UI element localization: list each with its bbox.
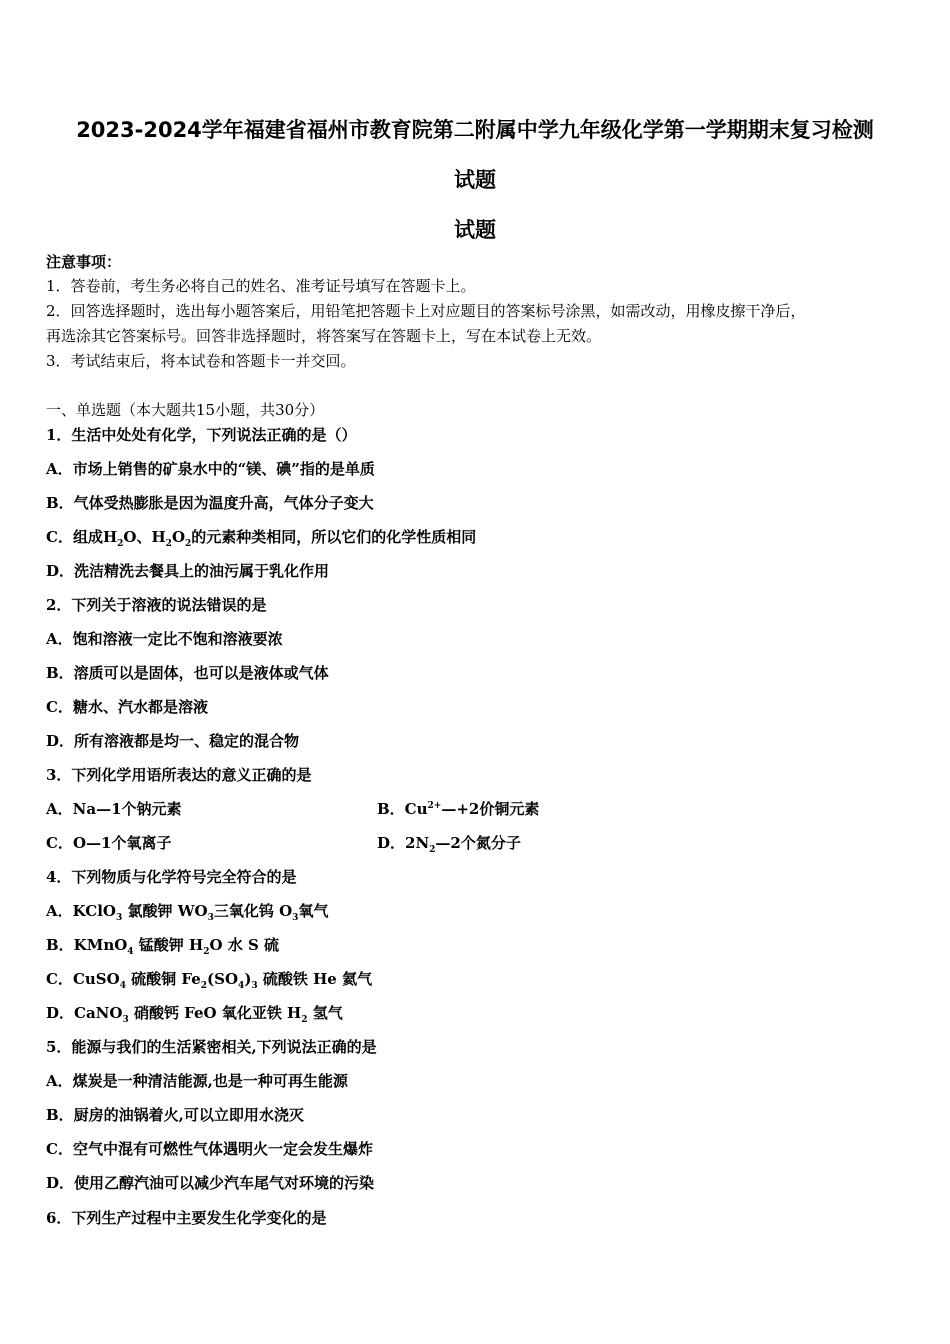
- question-3-option-b: B．$Cu^{2+}—+2$价铜元素: [377, 800, 540, 818]
- question-5-option-d: D．使用乙醇汽油可以减少汽车尾气对环境的污染: [46, 1174, 375, 1192]
- exam-title: 2023-2024学年福建省福州市教育院第二附属中学九年级化学第一学期期末复习检测: [76, 118, 874, 142]
- question-3-option-c: C．O—1个氧离子: [46, 834, 172, 852]
- question-3-option-d: D．$2N_2—2$个氮分子: [377, 834, 521, 855]
- question-5-stem: 5．能源与我们的生活紧密相关,下列说法正确的是: [46, 1038, 377, 1056]
- question-1-option-b: B．气体受热膨胀是因为温度升高，气体分子变大: [46, 494, 374, 512]
- question-4-option-d: D．CaNO$_3$ 硝酸钙 FeO 氧化亚铁 $H_2$ 氢气: [46, 1004, 343, 1025]
- question-6-stem: 6．下列生产过程中主要发生化学变化的是: [46, 1209, 327, 1227]
- section-heading: 一、单选题（本大题共15小题，共30分）: [46, 401, 325, 419]
- question-3-option-a: A．Na—1个钠元素: [46, 800, 182, 818]
- notice-item-2: 2．回答选择题时，选出每小题答案后，用铅笔把答题卡上对应题目的答案标号涂黑，如需改动，用橡皮擦干净后，: [46, 302, 806, 320]
- question-5-option-c: C．空气中混有可燃性气体遇明火一定会发生爆炸: [46, 1140, 373, 1158]
- question-1-option-d: D．洗洁精洗去餐具上的油污属于乳化作用: [46, 562, 330, 580]
- question-2-stem: 2．下列关于溶液的说法错误的是: [46, 596, 267, 614]
- question-4-stem: 4．下列物质与化学符号完全符合的是: [46, 868, 297, 886]
- notice-item-2-cont: 再选涂其它答案标号。回答非选择题时，将答案写在答题卡上，写在本试卷上无效。: [46, 327, 602, 345]
- exam-title-line2: 试题: [454, 168, 496, 192]
- question-2-option-c: C．糖水、汽水都是溶液: [46, 698, 208, 716]
- question-5-option-a: A．煤炭是一种清洁能源,也是一种可再生能源: [46, 1072, 348, 1090]
- question-4-option-c: C．CuSO$_4$ 硫酸铜 $Fe_2(SO_4)_3$ 硫酸铁 He 氦气: [46, 970, 373, 991]
- question-2-option-d: D．所有溶液都是均一、稳定的混合物: [46, 732, 300, 750]
- question-2-option-b: B．溶质可以是固体，也可以是液体或气体: [46, 664, 329, 682]
- question-5-option-b: B．厨房的油锅着火,可以立即用水浇灭: [46, 1106, 304, 1124]
- question-1-stem: 1．生活中处处有化学，下列说法正确的是（）: [46, 426, 357, 444]
- notice-heading: 注意事项：: [46, 253, 122, 271]
- question-1-option-c: C．组成$H_2O$、$H_2O_2$的元素种类相同，所以它们的化学性质相同: [46, 528, 477, 549]
- question-3-stem: 3．下列化学用语所表达的意义正确的是: [46, 766, 312, 784]
- question-2-option-a: A．饱和溶液一定比不饱和溶液要浓: [46, 630, 283, 648]
- question-1-option-a: A．市场上销售的矿泉水中的“镁、碘”指的是单质: [46, 460, 375, 478]
- notice-item-1: 1．答卷前，考生务必将自己的姓名、准考证号填写在答题卡上。: [46, 277, 476, 295]
- exam-subtitle: 试题: [454, 218, 496, 242]
- question-4-option-b: B．KMnO$_4$ 锰酸钾 $H_2O$ 水 S 硫: [46, 936, 280, 957]
- notice-item-3: 3．考试结束后，将本试卷和答题卡一并交回。: [46, 352, 356, 370]
- question-4-option-a: A．KClO$_3$ 氯酸钾 $WO_3$三氧化钨 $O_3$氧气: [46, 902, 329, 923]
